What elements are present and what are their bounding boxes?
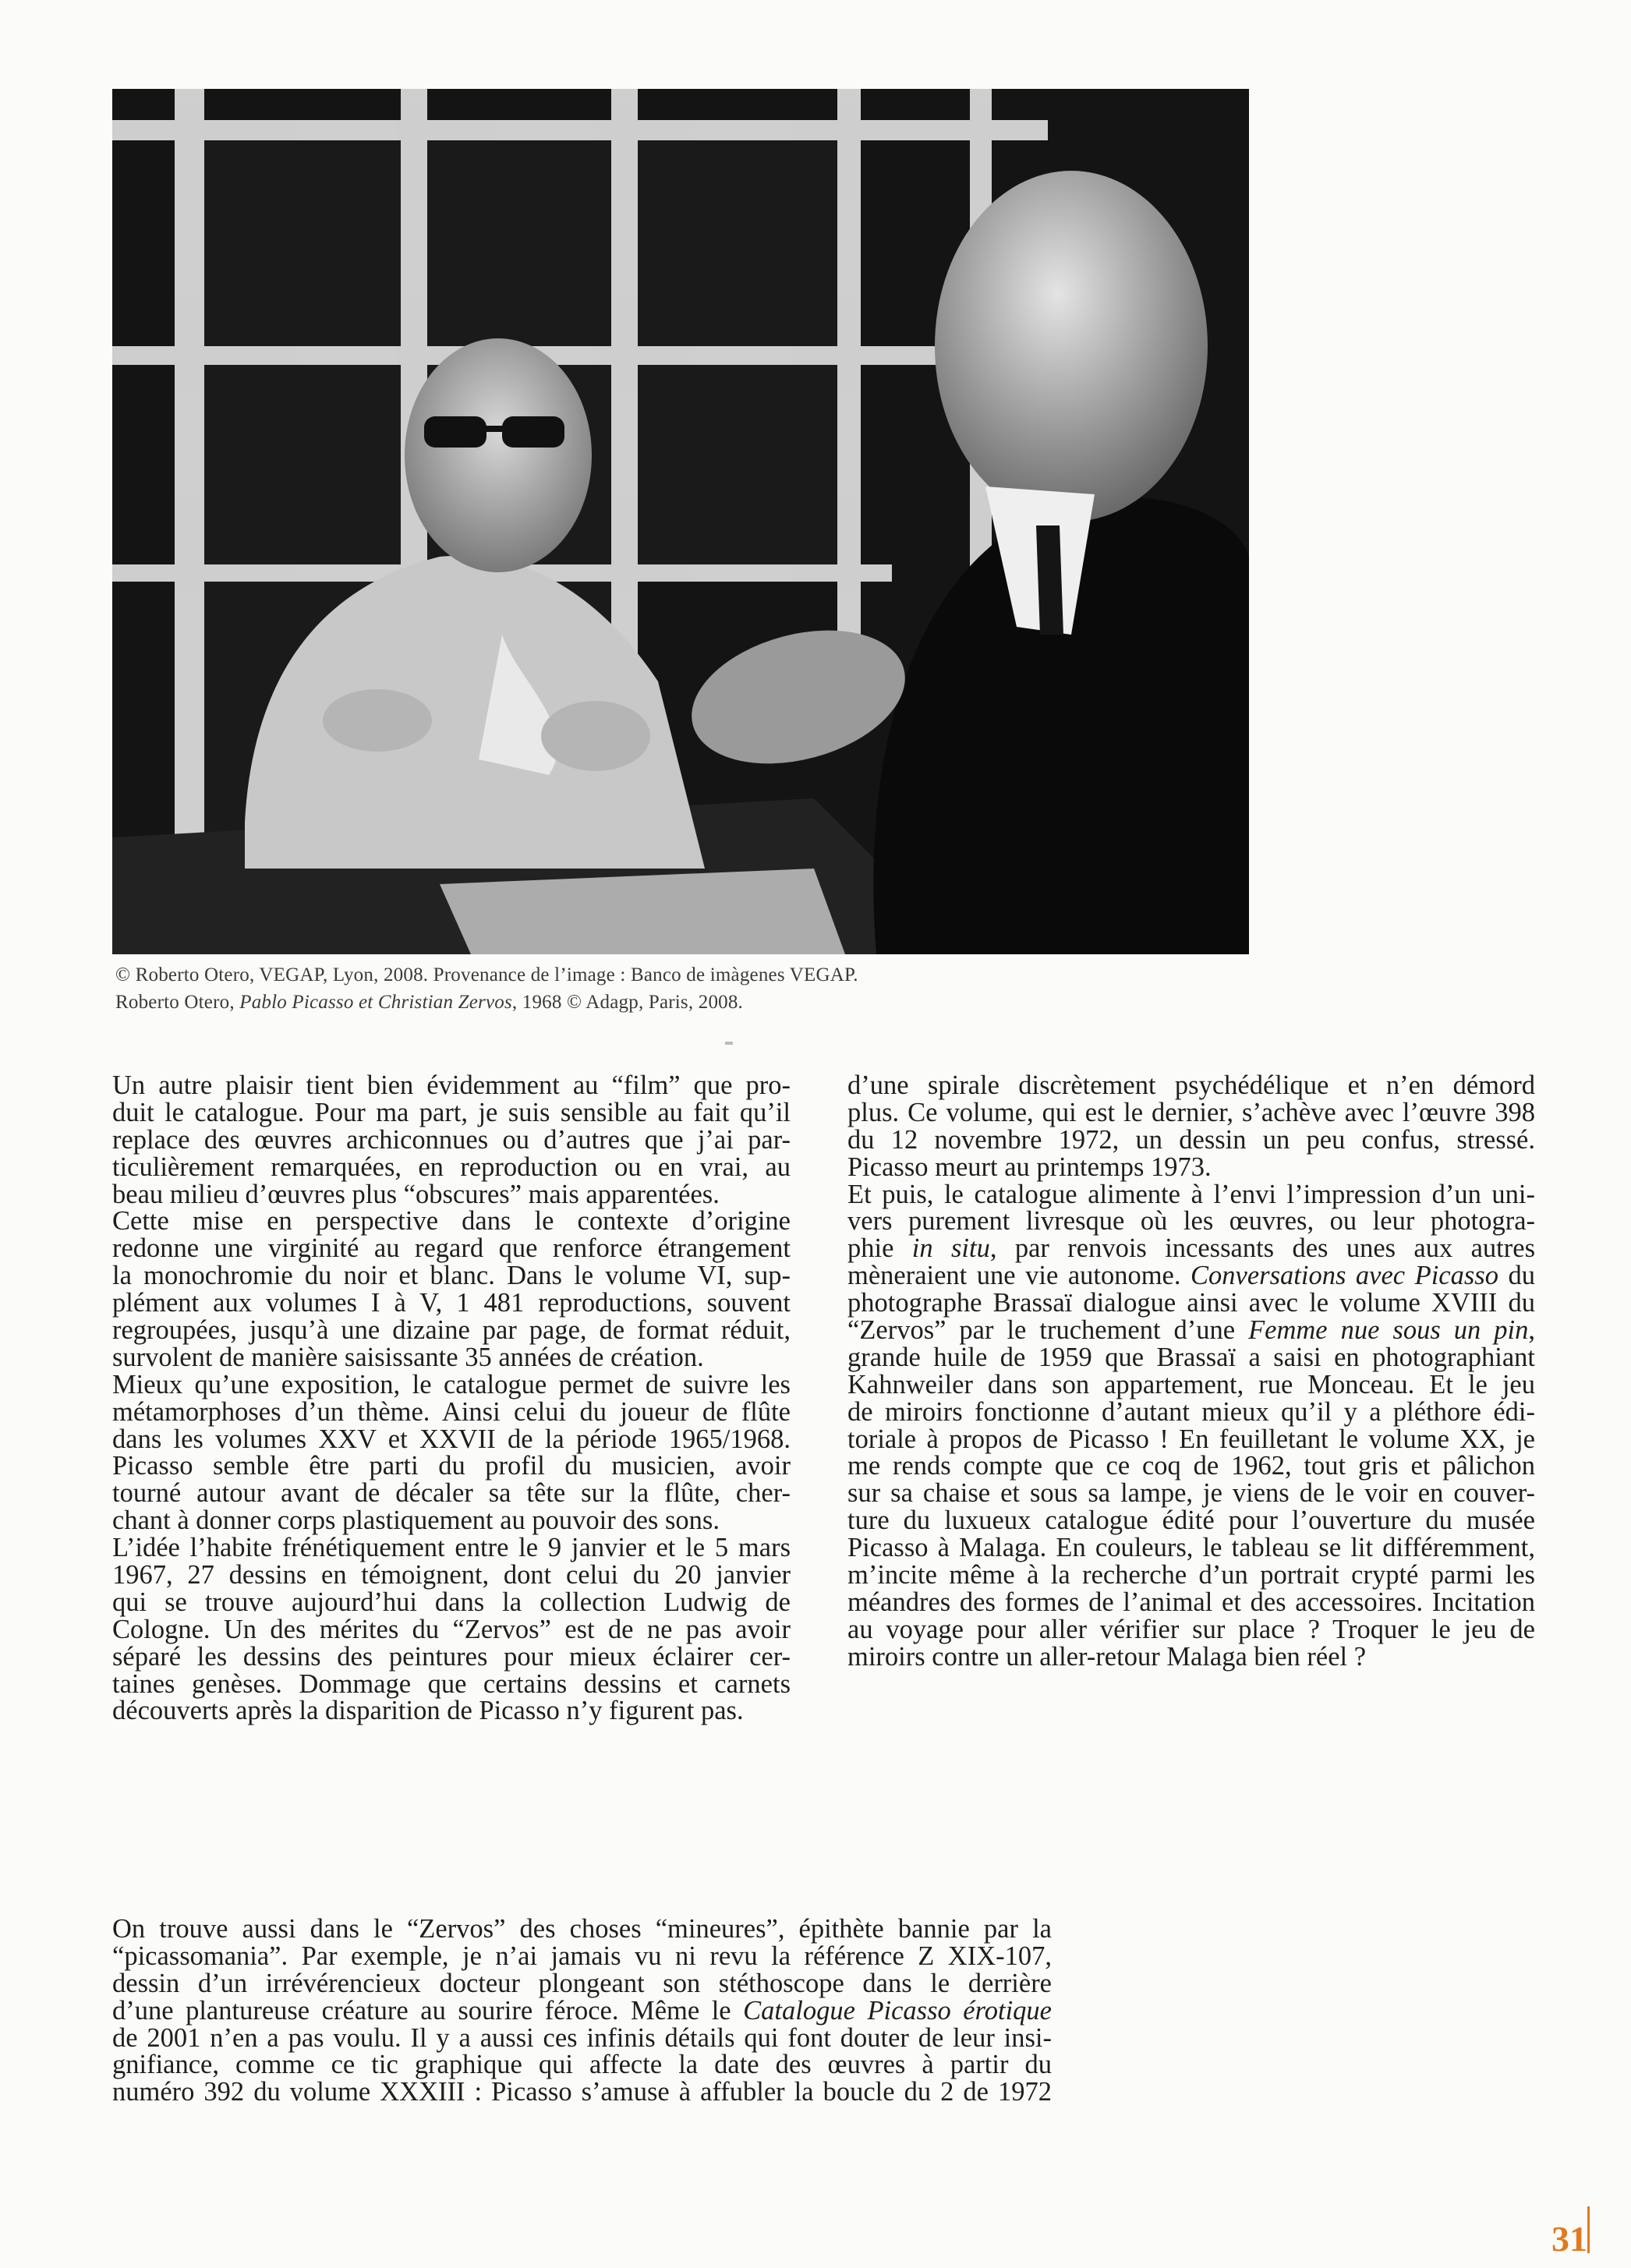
body-line: survolent de manière saisissante 35 années de création. xyxy=(112,1342,704,1372)
body-line: Picasso semble être parti du profil du musicien, avoir xyxy=(112,1451,791,1481)
divider-mark xyxy=(725,1042,733,1045)
right-column xyxy=(847,1072,1535,1671)
body-line: vers purement livresque où les œuvres, ou leur photogra- xyxy=(847,1206,1535,1237)
photo-credit-line: © Roberto Otero, VEGAP, Lyon, 2008. Provenance de l’image : Banco de imàgenes VEGAP. xyxy=(115,964,858,985)
body-line: la monochromie du noir et blanc. Dans le volume VI, sup- xyxy=(112,1261,791,1291)
text-run: phie xyxy=(847,1233,912,1264)
body-line: L’idée l’habite frénétiquement entre le 9 janvier et le 5 mars xyxy=(112,1533,791,1563)
caption-artwork-title: Pablo Picasso et Christian Zervos xyxy=(239,992,512,1013)
body-line: grande huile de 1959 que Brassaï a saisi en photographiant xyxy=(847,1342,1535,1372)
body-line: Kahnweiler dans son appartement, rue Monceau. Et le jeu xyxy=(847,1369,1535,1399)
body-line: photographe Brassaï dialogue ainsi avec le volume XVIII du xyxy=(847,1288,1535,1318)
caption-author: Roberto Otero, xyxy=(115,992,240,1013)
body-line: redonne une virginité au regard que renforce étrangement xyxy=(112,1233,791,1264)
body-line: toriale à propos de Picasso ! En feuilletant le volume XX, je xyxy=(847,1424,1535,1454)
body-line: chant à donner corps plastiquement au pouvoir des sons. xyxy=(112,1506,720,1536)
body-line: d’une spirale discrètement psychédélique et n’en démord xyxy=(847,1070,1535,1100)
caption-credit: , 1968 © Adagp, Paris, 2008. xyxy=(511,992,743,1013)
body-line: 1967, 27 dessins en témoignent, dont celui du 20 janvier xyxy=(112,1560,791,1590)
italic-book-title: Conversations avec Picasso xyxy=(1191,1261,1498,1291)
photo-illustration xyxy=(112,89,1249,954)
body-line: séparé les dessins des peintures pour mieux éclairer cer- xyxy=(112,1641,791,1672)
italic-catalogue-title: Catalogue Picasso érotique xyxy=(743,1995,1052,2026)
text-run: du xyxy=(1498,1261,1535,1291)
body-line: plément aux volumes I à V, 1 481 reproductions, souvent xyxy=(112,1288,791,1318)
left-column xyxy=(112,1072,791,1725)
body-line: me rends compte que ce coq de 1962, tout gris et pâlichon xyxy=(847,1451,1535,1481)
body-line: Picasso à Malaga. En couleurs, le tableau se lit différemment, xyxy=(847,1533,1535,1563)
body-line: dans les volumes XXV et XXVII de la période 1965/1968. xyxy=(112,1424,791,1454)
body-line: Cologne. Un des mérites du “Zervos” est de ne pas avoir xyxy=(112,1614,791,1644)
body-line: au voyage pour aller vérifier sur place ? Troquer le jeu de xyxy=(847,1614,1535,1644)
text-run: “Zervos” par le truchement d’une xyxy=(847,1315,1249,1346)
body-line xyxy=(847,1262,1535,1290)
body-line: On trouve aussi dans le “Zervos” des choses “mineures”, épithète bannie par la xyxy=(112,1914,1052,1944)
italic-term: in situ xyxy=(911,1233,990,1264)
page-number: 31 xyxy=(1551,2219,1587,2259)
body-line: sur sa chaise et sous sa lampe, je viens de le voir en couver- xyxy=(847,1478,1535,1509)
body-line: duit le catalogue. Pour ma part, je suis sensible au fait qu’il xyxy=(112,1097,791,1127)
body-line: méandres des formes de l’animal et des accessoires. Incitation xyxy=(847,1587,1535,1617)
body-line: numéro 392 du volume XXXIII : Picasso s’amuse à affubler la boucle du 2 de 1972 xyxy=(112,2077,1052,2107)
body-line: plus. Ce volume, qui est le dernier, s’achève avec l’œuvre 398 xyxy=(847,1097,1535,1127)
body-line: de miroirs fonctionne d’autant mieux qu’il y a pléthore édi- xyxy=(847,1396,1535,1427)
bottom-paragraph xyxy=(112,1916,1052,2106)
body-line: Picasso meurt au printemps 1973. xyxy=(847,1152,1212,1182)
body-line: Un autre plaisir tient bien évidemment au “film” que pro- xyxy=(112,1070,791,1100)
body-line: métamorphoses d’un thème. Ainsi celui du joueur de flûte xyxy=(112,1396,791,1427)
body-line: du 12 novembre 1972, un dessin un peu confus, stressé. xyxy=(847,1124,1535,1155)
body-line: de 2001 n’en a pas voulu. Il y a aussi ces infinis détails qui font douter de leur insi- xyxy=(112,2022,1052,2053)
body-line: Mieux qu’une exposition, le catalogue permet de suivre les xyxy=(112,1369,791,1399)
body-line: beau milieu d’œuvres plus “obscures” mais apparentées. xyxy=(112,1179,720,1209)
text-run: , xyxy=(1528,1315,1535,1346)
body-line: regroupées, jusqu’à une dizaine par page, de format réduit, xyxy=(112,1315,791,1346)
body-line: replace des œuvres archiconnues ou d’autres que j’ai par- xyxy=(112,1124,791,1155)
body-line xyxy=(847,1317,1535,1344)
photograph xyxy=(112,89,1249,954)
body-line: Cette mise en perspective dans le contexte d’origine xyxy=(112,1206,791,1237)
body-line: m’incite même à la recherche d’un portrait crypté parmi les xyxy=(847,1560,1535,1590)
photo-caption xyxy=(115,992,743,1014)
body-line xyxy=(847,1235,1535,1262)
text-run: , par renvois incessants des unes aux autres xyxy=(989,1233,1535,1264)
text-run: d’une plantureuse créature au sourire féroce. Même le xyxy=(112,1995,744,2026)
body-line: tourné autour avant de décaler sa tête sur la flûte, cher- xyxy=(112,1478,791,1509)
text-run: mèneraient une vie autonome. xyxy=(847,1261,1191,1291)
body-line: Et puis, le catalogue alimente à l’envi l’impression d’un uni- xyxy=(847,1179,1535,1209)
body-line: qui se trouve aujourd’hui dans la collection Ludwig de xyxy=(112,1587,791,1617)
body-line: ticulièrement remarquées, en reproduction ou en vrai, au xyxy=(112,1152,791,1182)
body-line xyxy=(112,1997,1052,2025)
page-number-rule xyxy=(1587,2206,1590,2253)
body-line: dessin d’un irrévérencieux docteur plongeant son stéthoscope dans le derrière xyxy=(112,1968,1052,1998)
body-line: découverts après la disparition de Picasso n’y figurent pas. xyxy=(112,1696,744,1726)
body-line: miroirs contre un aller-retour Malaga bien réel ? xyxy=(847,1641,1367,1672)
body-line: ture du luxueux catalogue édité pour l’ouverture du musée xyxy=(847,1506,1535,1536)
body-line: taines genèses. Dommage que certains dessins et carnets xyxy=(112,1668,791,1699)
italic-artwork-title: Femme nue sous un pin xyxy=(1248,1315,1529,1346)
body-line: “picassomania”. Par exemple, je n’ai jamais vu ni revu la référence Z XIX-107, xyxy=(112,1941,1052,1971)
body-line: gnifiance, comme ce tic graphique qui affecte la date des œuvres à partir du xyxy=(112,2050,1052,2080)
